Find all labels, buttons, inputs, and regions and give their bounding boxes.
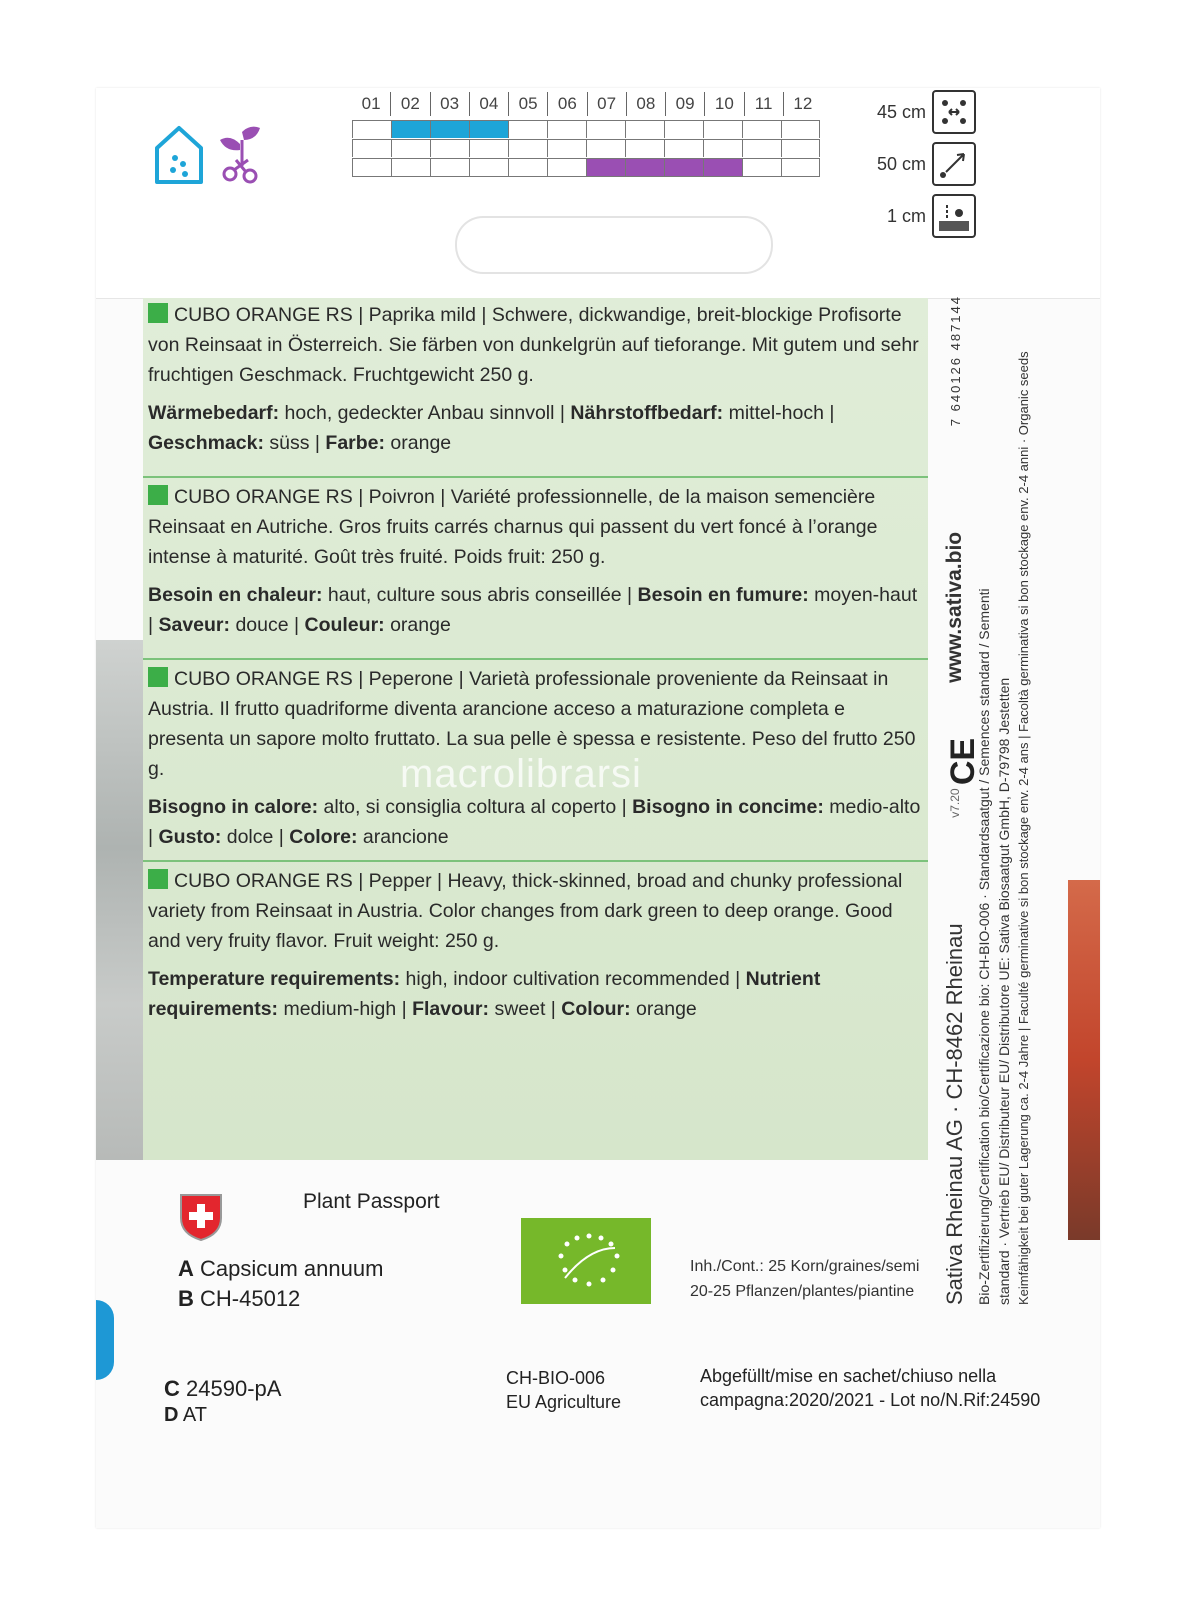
passport-d-label: D xyxy=(164,1404,179,1426)
description-section xyxy=(148,482,922,640)
detail-key: Colour: xyxy=(561,998,631,1020)
side-top-row xyxy=(936,295,974,1305)
passport-d xyxy=(164,1404,207,1427)
section-body-text: CUBO ORANGE RS | Pepper | Heavy, thick-skinned, broad and chunky professional variety from Reinsaat in Austria. Color changes from dark green to deep orange. Good and very fruity flavor. Fruit weight: 250 g. xyxy=(148,870,903,952)
plant-spacing-icon xyxy=(932,90,976,134)
eu-organic-logo xyxy=(521,1218,651,1304)
version-label: v7.20 xyxy=(948,788,962,818)
calendar-row xyxy=(352,120,820,139)
section-divider xyxy=(143,658,928,660)
spec-sowing-depth xyxy=(856,194,976,238)
barcode-number: 7 640126 487144 xyxy=(947,295,963,427)
passport-d-value: AT xyxy=(182,1404,207,1426)
passport-a-label: A xyxy=(178,1256,194,1281)
calendar-cell xyxy=(469,158,508,177)
calendar-cell xyxy=(703,139,742,157)
passport-b-label: B xyxy=(178,1286,194,1311)
green-bullet-icon xyxy=(148,667,168,687)
detail-key: Wärmebedarf: xyxy=(148,402,280,424)
sowing-calendar xyxy=(352,92,822,116)
detail-value: orange xyxy=(630,998,697,1020)
section-body-text: CUBO ORANGE RS | Poivron | Variété professionnelle, de la maison semencière Reinsaat en Autriche. Gros fruits carrés charnus qui passent du vert foncé à l’orange intense à maturité. Goût très fruité. Poids fruit: 250 g. xyxy=(148,486,878,568)
side-text-block xyxy=(936,295,1034,1305)
greenhouse-sowing-icon xyxy=(153,124,205,191)
calendar-cell xyxy=(664,120,703,138)
calendar-cell xyxy=(586,139,625,157)
calendar-cell xyxy=(625,158,664,177)
description-section xyxy=(148,866,922,1024)
calendar-cell xyxy=(391,120,430,138)
detail-value: moyen-haut | xyxy=(148,584,923,636)
detail-value: medium-high | xyxy=(278,998,413,1020)
certification-line: Bio-Zertifizierung/Certification bio/Certificazione bio: CH-BIO-006 · Standardsaatgut / Semences standard / Sementi xyxy=(976,588,992,1305)
calendar-cell xyxy=(469,120,508,138)
spacing-specs xyxy=(850,90,976,250)
calendar-cell xyxy=(742,158,781,177)
green-bullet-icon xyxy=(148,869,168,889)
contents-line1: Inh./Cont.: 25 Korn/graines/semi xyxy=(690,1258,920,1275)
packed-line1: Abgefüllt/mise en sachet/chiuso nella xyxy=(700,1366,997,1386)
calendar-cell xyxy=(508,120,547,138)
calendar-cell xyxy=(664,139,703,157)
calendar-cell xyxy=(781,139,820,157)
detail-key: Besoin en fumure: xyxy=(637,584,809,606)
section-details xyxy=(148,398,922,458)
passport-b-value: CH-45012 xyxy=(200,1286,301,1311)
calendar-cell xyxy=(625,120,664,138)
contents-line2: 20-25 Pflanzen/plantes/piantine xyxy=(690,1283,915,1300)
detail-value: dolce | xyxy=(221,826,290,848)
calendar-cell xyxy=(742,120,781,138)
spec-label: 45 cm xyxy=(876,101,926,122)
spec-label: 1 cm xyxy=(886,205,926,226)
calendar-month-label: 02 xyxy=(390,92,429,116)
section-divider xyxy=(143,476,928,478)
detail-value: orange xyxy=(384,614,451,636)
detail-key: Geschmack: xyxy=(148,432,264,454)
watermark: macrolibrarsi xyxy=(400,752,642,796)
detail-key: Farbe: xyxy=(325,432,386,454)
section-description xyxy=(148,866,922,956)
detail-key: Bisogno in calore: xyxy=(148,796,319,818)
calendar-month-label: 11 xyxy=(744,92,783,116)
section-divider xyxy=(143,860,928,862)
calendar-month-label: 12 xyxy=(783,92,822,116)
calendar-cell xyxy=(586,158,625,177)
calendar-month-label: 09 xyxy=(665,92,704,116)
calendar-cell xyxy=(547,139,586,157)
calendar-grid xyxy=(352,120,820,177)
website: www.sativa.bio xyxy=(943,531,966,683)
calendar-cell xyxy=(781,120,820,138)
detail-key: Bisogno in concime: xyxy=(632,796,824,818)
calendar-cell xyxy=(547,158,586,177)
detail-key: Besoin en chaleur: xyxy=(148,584,323,606)
passport-a-value: Capsicum annuum xyxy=(200,1256,384,1281)
detail-value: douce | xyxy=(230,614,305,636)
spec-plant-spacing xyxy=(856,90,976,134)
section-description xyxy=(148,300,922,390)
section-body-text: CUBO ORANGE RS | Peperone | Varietà professionale proveniente da Reinsaat in Austria. Il frutto quadriforme diventa arancione acceso a maturazione completa e presenta un sapore molto fruttato. La sua pelle è spessa e resistente. Peso del frutto 250 g. xyxy=(148,668,916,780)
calendar-cell xyxy=(430,139,469,157)
calendar-cell xyxy=(430,158,469,177)
calendar-cell xyxy=(352,120,391,138)
calendar-month-label: 03 xyxy=(430,92,469,116)
detail-value: medio-alto | xyxy=(148,796,926,848)
spec-label: 50 cm xyxy=(876,153,926,174)
section-body-text: CUBO ORANGE RS | Paprika mild | Schwere, dickwandige, breit-blockige Profisorte von Reinsaat in Österreich. Sie färben von dunkelgrün auf tieforange. Mit gutem und sehr fruchtigen Geschmack. Fruchtgewicht 250 g. xyxy=(148,304,919,386)
calendar-cell xyxy=(469,139,508,157)
calendar-cell xyxy=(547,120,586,138)
section-details xyxy=(148,580,922,640)
detail-key: Nutrient requirements: xyxy=(148,968,821,1020)
calendar-cell xyxy=(391,158,430,177)
calendar-cell xyxy=(352,158,391,177)
detail-value: haut, culture sous abris conseillée | xyxy=(322,584,638,606)
detail-key: Colore: xyxy=(289,826,358,848)
calendar-cell xyxy=(391,139,430,157)
calendar-cell xyxy=(742,139,781,157)
section-description xyxy=(148,482,922,572)
calendar-row xyxy=(352,139,820,158)
calendar-cell xyxy=(703,120,742,138)
cert-code: CH-BIO-006 xyxy=(506,1368,606,1388)
green-bullet-icon xyxy=(148,303,168,323)
calendar-cell xyxy=(508,158,547,177)
calendar-cell xyxy=(586,120,625,138)
detail-value: alto, si consiglia coltura al coperto | xyxy=(318,796,633,818)
calendar-month-label: 08 xyxy=(626,92,665,116)
calendar-months xyxy=(352,92,822,116)
detail-key: Nährstoffbedarf: xyxy=(570,402,724,424)
calendar-cell xyxy=(352,139,391,157)
swiss-flag-icon xyxy=(178,1192,224,1247)
detail-value: mittel-hoch | xyxy=(723,402,840,424)
passport-a xyxy=(178,1256,383,1282)
packed-line2: campagna:2020/2021 - Lot no/N.Rif:24590 xyxy=(700,1390,1041,1410)
sowing-depth-icon xyxy=(932,194,976,238)
detail-value: orange xyxy=(385,432,452,454)
calendar-month-label: 04 xyxy=(469,92,508,116)
calendar-month-label: 05 xyxy=(508,92,547,116)
passport-c-label: C xyxy=(164,1376,180,1401)
calendar-cell xyxy=(781,158,820,177)
detail-value: sweet | xyxy=(489,998,562,1020)
calendar-row xyxy=(352,158,820,177)
section-details xyxy=(148,964,922,1024)
calendar-month-label: 01 xyxy=(361,94,381,113)
germination-line: Keimfähigkeit bei guter Lagerung ca. 2-4 Jahre | Faculté germinative si bon stockage env. 2-4 ans | Facoltà germinativa si bon stockage env. 2-4 anni · Organic seeds xyxy=(1016,351,1031,1305)
distributor-line: standard · Vertrieb EU/ Distributeur EU/ Distributore UE: Sativa Biosaatgut GmbH, D-79798 Jestetten xyxy=(996,677,1012,1305)
calendar-cell xyxy=(508,139,547,157)
calendar-cell xyxy=(664,158,703,177)
description-section xyxy=(148,300,922,458)
plant-passport-title: Plant Passport xyxy=(303,1190,440,1213)
passport-c-value: 24590-pA xyxy=(186,1376,282,1401)
spec-row-spacing xyxy=(856,142,976,186)
green-bullet-icon xyxy=(148,485,168,505)
cert-origin: EU Agriculture xyxy=(506,1392,622,1412)
row-spacing-icon xyxy=(932,142,976,186)
company-address: Sativa Rheinau AG · CH-8462 Rheinau xyxy=(942,923,967,1305)
calendar-cell xyxy=(625,139,664,157)
detail-key: Flavour: xyxy=(412,998,490,1020)
calendar-month-label: 10 xyxy=(704,92,743,116)
detail-key: Couleur: xyxy=(304,614,385,636)
harvest-scissors-icon xyxy=(212,122,272,193)
detail-key: Saveur: xyxy=(158,614,231,636)
passport-b xyxy=(178,1286,300,1312)
calendar-cell xyxy=(703,158,742,177)
detail-key: Gusto: xyxy=(158,826,222,848)
calendar-month-label: 07 xyxy=(587,92,626,116)
section-details xyxy=(148,792,926,852)
detail-value: high, indoor cultivation recommended | xyxy=(400,968,746,990)
calendar-month-label: 06 xyxy=(547,92,586,116)
hanging-hole xyxy=(455,216,773,274)
detail-key: Temperature requirements: xyxy=(148,968,401,990)
background-photo-right xyxy=(1068,880,1100,1240)
detail-value: süss | xyxy=(263,432,326,454)
passport-c xyxy=(164,1376,281,1402)
calendar-cell xyxy=(430,120,469,138)
ce-mark: CE xyxy=(944,737,983,786)
detail-value: arancione xyxy=(357,826,449,848)
blue-tab xyxy=(96,1300,114,1380)
detail-value: hoch, gedeckter Anbau sinnvoll | xyxy=(279,402,571,424)
